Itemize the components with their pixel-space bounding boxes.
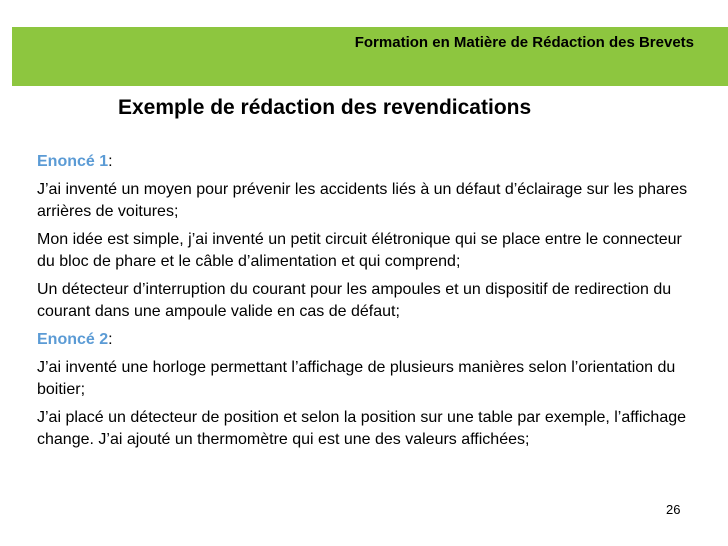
page-number: 26	[666, 502, 681, 517]
enonce-1-label: Enoncé 1	[37, 153, 109, 170]
enonce-1-paragraph: Un détecteur d’interruption du courant pour les ampoules et un dispositif de redirection du courant dans une ampoule valide en cas de défaut;	[37, 281, 672, 320]
enonce-2-heading	[37, 329, 702, 351]
enonce-1-paragraph: Mon idée est simple, j’ai inventé un petit circuit élétronique qui se place entre le connecteur du bloc de phare et le câble d’alimentation et qui comprend;	[37, 231, 682, 270]
header-title: Formation en Matière de Rédaction des Brevets	[354, 34, 694, 51]
enonce-2-colon: :	[108, 331, 113, 348]
enonce-2-paragraph: J’ai placé un détecteur de position et selon la position sur une table par exemple, l’affichage change. J’ai ajouté un thermomètre qui est une des valeurs affichées;	[37, 409, 687, 448]
enonce-1-colon: :	[108, 153, 113, 170]
enonce-1-paragraph: J’ai inventé un moyen pour prévenir les accidents liés à un défaut d’éclairage sur les phares arrières de voitures;	[37, 181, 688, 220]
enonce-1-heading	[37, 151, 702, 173]
enonce-2-label: Enoncé 2	[37, 331, 109, 348]
slide-content	[37, 151, 702, 457]
slide-title: Exemple de rédaction des revendications	[118, 96, 532, 119]
enonce-2-paragraph: J’ai inventé une horloge permettant l’affichage de plusieurs manières selon l’orientation du boitier;	[37, 359, 676, 398]
